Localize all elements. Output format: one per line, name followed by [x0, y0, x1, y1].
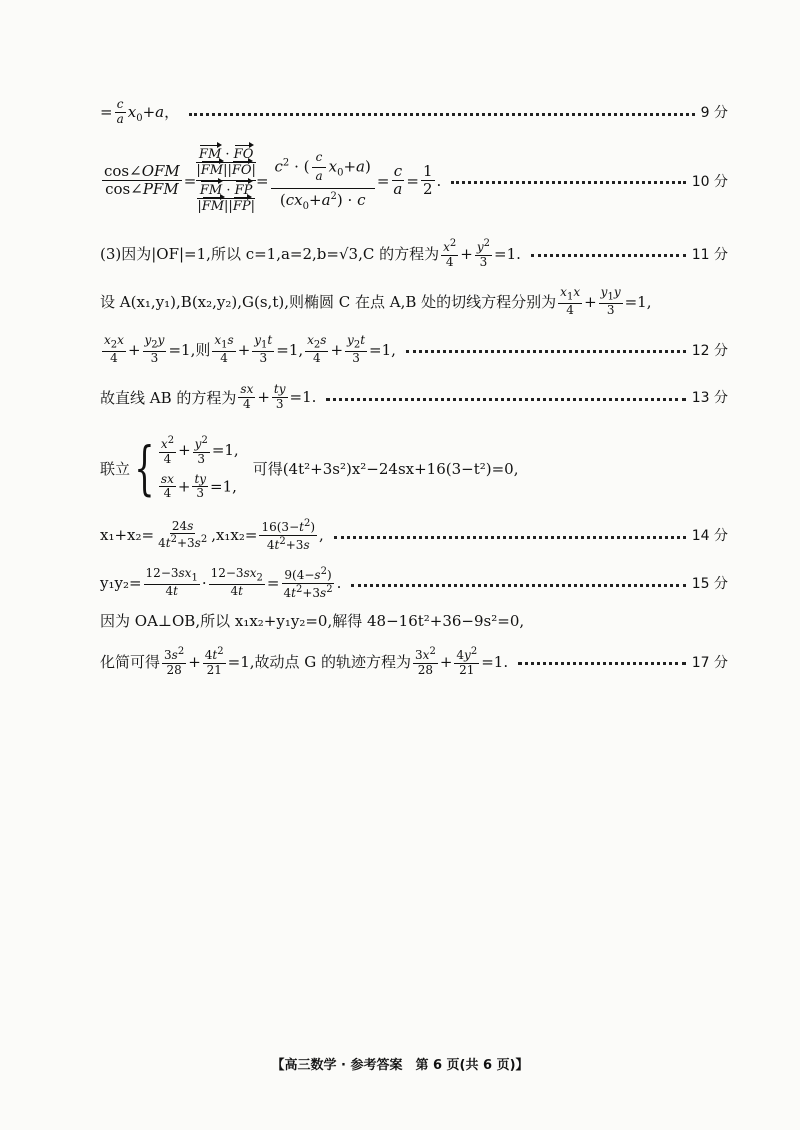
text-11a: (3)因为|OF|=1,所以 c=1,a=2,b=√3,C 的方程为 [100, 245, 440, 264]
score-14: 14 分 [691, 528, 728, 545]
text-14c: , [319, 526, 324, 545]
score-10: 10 分 [691, 173, 728, 190]
formula-13: 故直线 AB 的方程为 $\frac{sx}{4}$ + $\frac{ty}{3}$ =1. [100, 382, 317, 411]
line-15 [100, 566, 728, 601]
leader-dots [518, 662, 686, 665]
formula-17: 化简可得 $\frac{3s^2}{28}$ + $\frac{4t^2}{21}$ =1,故动点 G 的轨迹方程为 $\frac{3x^2}{28}$ + $\frac{4y^2}{21}$ =1. [100, 646, 509, 677]
line-13 [100, 383, 728, 412]
line-system [100, 425, 728, 511]
line-12 [100, 334, 728, 366]
text-15a: y₁y₂= [100, 574, 142, 593]
line-17 [100, 646, 728, 678]
text-12c: =1, [369, 340, 396, 359]
formula-perpendicular [100, 610, 524, 631]
leader-dots [531, 254, 686, 257]
text-tangent-b: =1, [624, 292, 652, 311]
leader-dots [351, 584, 685, 587]
formula-system [100, 435, 519, 501]
score-17: 17 分 [691, 654, 728, 671]
text-tangent-a: 设 A(x₁,y₁),B(x₂,y₂),G(s,t),则椭圆 C 在点 A,B 处的切线方程分别为 [100, 293, 557, 312]
text-17a: 化简可得 [100, 653, 161, 672]
score-13: 13 分 [691, 390, 728, 407]
line-9 [100, 98, 728, 127]
text-17b: =1,故动点 G 的轨迹方程为 [227, 653, 412, 672]
text-14a: x₁+x₂= [100, 526, 155, 545]
line-14 [100, 518, 728, 553]
formula-10: $\frac{\text{cos∠OFM}}{\text{cos∠PFM}}$ = FM · FO |FM||FO| FM · FP |FM||FP| = $c^2$ · ( $\frac{c}{a}$ $x_0+a$) $(cx_0+a^2) \cdot c$ = $\frac{c}{a}$ = $\frac{1}{2}$ . [104, 147, 442, 214]
line-10 [100, 133, 728, 228]
leader-dots [326, 398, 685, 401]
text-12b: =1, [276, 340, 304, 359]
formula-15: y₁y₂= $\frac{12-3sx_1}{4t}$ · $\frac{12-3sx_2}{4t}$ = $\frac{9(4-s^2)}{4t^2+3s^2}$ . [100, 566, 342, 600]
text-perp: 因为 OA⊥OB,所以 x₁x₂+y₁y₂=0,解得 48−16t²+36−9s²=0, [100, 612, 525, 630]
line-11 [100, 238, 728, 270]
equation-system: { $\frac{x^2}{4}$ + $\frac{y^2}{3}$ =1, $\frac{sx}{4}$ + $\frac{ty}{3}$ =1, [134, 434, 239, 502]
text-system-a: 联立 [100, 459, 131, 478]
text-13a: 故直线 AB 的方程为 [100, 388, 237, 407]
formula-14: x₁+x₂= $\frac{24s}{4t^2+3s^2}$ ,x₁x₂= $\frac{16(3-t^2)}{4t^2+3s}$ , [100, 518, 324, 552]
page-footer: 【高三数学 · 参考答案 第 6 页(共 6 页)】 [271, 1058, 529, 1073]
line-perpendicular [100, 610, 728, 631]
text-12a: ,则 [190, 341, 211, 360]
leader-dots [334, 536, 686, 539]
formula-12: $\frac{x_2x}{4}$ + $\frac{y_2y}{3}$ =1 ,则 $\frac{x_1s}{4}$ + $\frac{y_1t}{3}$ =1, $\frac{x_2s}{4}$ + $\frac{y_2t}{3}$ =1, [104, 333, 396, 365]
text-system-b: 可得(4t²+3s²)x²−24sx+16(3−t²)=0, [252, 459, 519, 478]
score-15: 15 分 [691, 576, 728, 593]
text-11b: =1. [494, 244, 521, 263]
line-tangent [100, 286, 728, 318]
score-11: 11 分 [691, 246, 728, 263]
formula-11: (3)因为|OF|=1,所以 c=1,a=2,b=√3,C 的方程为 $\frac{x^2}{4}$ + $\frac{y^2}{3}$ =1. [100, 238, 521, 269]
score-9: 9 分 [700, 105, 728, 122]
text-13b: =1. [289, 388, 317, 407]
leader-dots [406, 350, 686, 353]
text-17c: =1. [481, 652, 509, 671]
formula-tangent: 设 A(x₁,y₁),B(x₂,y₂),G(s,t),则椭圆 C 在点 A,B 处的切线方程分别为 $\frac{x_1x}{4}$ + $\frac{y_1y}{3}$ =1, [100, 285, 652, 317]
formula-9: = $\frac{c}{a}$ $x_0+a$， [100, 97, 180, 126]
text-14b: ,x₁x₂= [211, 526, 258, 545]
score-12: 12 分 [691, 342, 728, 359]
leader-dots [189, 113, 695, 116]
leader-dots [451, 181, 685, 184]
